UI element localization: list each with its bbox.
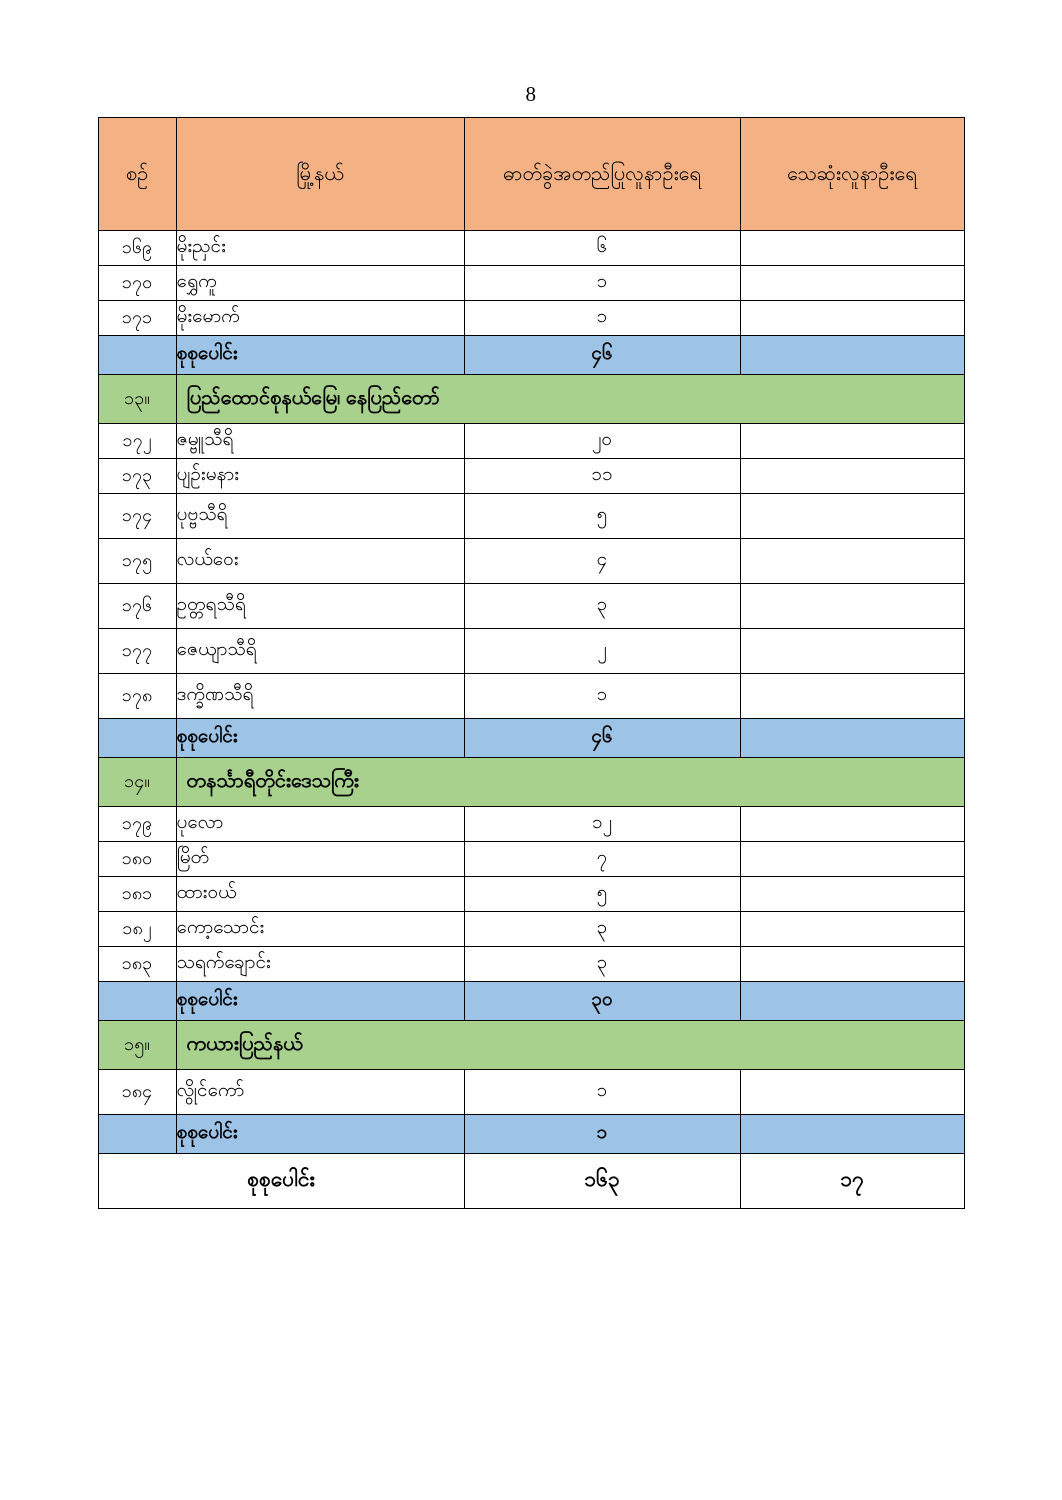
cell-serial-number: ၁၇၅ — [98, 539, 176, 584]
cell-death-count — [740, 1070, 964, 1115]
cell-death-count — [740, 912, 964, 947]
cell-death-count — [740, 231, 964, 266]
cell-serial-number — [98, 982, 176, 1021]
cell-township-name: ပျဉ်းမနား — [176, 459, 464, 494]
column-header-township: မြို့နယ် — [176, 118, 464, 231]
cell-township-name: မိုးမောက် — [176, 301, 464, 336]
cell-subtotal-confirmed: ၄၆ — [464, 336, 740, 375]
cell-serial-number: ၁၇၃ — [98, 459, 176, 494]
cell-region-name: ကယားပြည်နယ် — [176, 1021, 964, 1070]
cell-township-name: ဇေယျာသီရိ — [176, 629, 464, 674]
cell-serial-number: ၁၇၀ — [98, 266, 176, 301]
table-header-row — [98, 118, 964, 231]
cell-death-count — [740, 424, 964, 459]
cell-township-name: ဇမ္ဗူသီရိ — [176, 424, 464, 459]
table-row-region-header — [98, 758, 964, 807]
table-row — [98, 494, 964, 539]
cell-region-number: ၁၃။ — [98, 375, 176, 424]
cell-serial-number: ၁၈၃ — [98, 947, 176, 982]
table-row-subtotal — [98, 982, 964, 1021]
cell-death-count — [740, 494, 964, 539]
cell-confirmed-count: ၁ — [464, 301, 740, 336]
cell-confirmed-count: ၆ — [464, 231, 740, 266]
cell-subtotal-deaths — [740, 719, 964, 758]
cell-grand-total-confirmed: ၁၆၃ — [464, 1154, 740, 1209]
cell-township-name: မြိတ် — [176, 842, 464, 877]
table-row — [98, 459, 964, 494]
cell-serial-number: ၁၇၇ — [98, 629, 176, 674]
cell-confirmed-count: ၅ — [464, 494, 740, 539]
table-row — [98, 301, 964, 336]
cell-confirmed-count: ၁၁ — [464, 459, 740, 494]
cell-serial-number: ၁၇၁ — [98, 301, 176, 336]
cell-subtotal-label: စုစုပေါင်း — [176, 336, 464, 375]
table-row-region-header — [98, 375, 964, 424]
cell-subtotal-confirmed: ၄၆ — [464, 719, 740, 758]
cell-confirmed-count: ၁ — [464, 674, 740, 719]
cell-subtotal-confirmed: ၁ — [464, 1115, 740, 1154]
cell-serial-number — [98, 336, 176, 375]
cell-township-name: ရွှေကူ — [176, 266, 464, 301]
cell-serial-number: ၁၈၄ — [98, 1070, 176, 1115]
cell-confirmed-count: ၁၂ — [464, 807, 740, 842]
cell-township-name: ပုဗ္ဗသီရိ — [176, 494, 464, 539]
cell-subtotal-label: စုစုပေါင်း — [176, 1115, 464, 1154]
cell-subtotal-deaths — [740, 336, 964, 375]
table-row — [98, 539, 964, 584]
cell-confirmed-count: ၃ — [464, 912, 740, 947]
cell-serial-number: ၁၇၈ — [98, 674, 176, 719]
covid-township-table — [98, 117, 965, 1209]
cell-serial-number: ၁၇၄ — [98, 494, 176, 539]
cell-grand-total-label: စုစုပေါင်း — [98, 1154, 464, 1209]
cell-township-name: ဥတ္တရသီရိ — [176, 584, 464, 629]
cell-death-count — [740, 539, 964, 584]
cell-confirmed-count: ၅ — [464, 877, 740, 912]
table-row — [98, 231, 964, 266]
column-header-no: စဉ် — [98, 118, 176, 231]
cell-subtotal-label: စုစုပေါင်း — [176, 719, 464, 758]
table-row-subtotal — [98, 1115, 964, 1154]
cell-serial-number — [98, 719, 176, 758]
cell-subtotal-deaths — [740, 1115, 964, 1154]
table-row-subtotal — [98, 719, 964, 758]
table-row — [98, 584, 964, 629]
cell-serial-number — [98, 1115, 176, 1154]
table-row-grand-total — [98, 1154, 964, 1209]
table-row — [98, 674, 964, 719]
cell-confirmed-count: ၁ — [464, 1070, 740, 1115]
cell-serial-number: ၁၇၉ — [98, 807, 176, 842]
cell-serial-number: ၁၈၁ — [98, 877, 176, 912]
cell-death-count — [740, 877, 964, 912]
cell-death-count — [740, 947, 964, 982]
cell-serial-number: ၁၈၂ — [98, 912, 176, 947]
cell-region-number: ၁၄။ — [98, 758, 176, 807]
table-row — [98, 424, 964, 459]
table-row — [98, 877, 964, 912]
cell-region-number: ၁၅။ — [98, 1021, 176, 1070]
cell-subtotal-label: စုစုပေါင်း — [176, 982, 464, 1021]
cell-township-name: လွိုင်ကော် — [176, 1070, 464, 1115]
table-row — [98, 266, 964, 301]
page-number: 8 — [525, 82, 537, 106]
cell-serial-number: ၁၇၂ — [98, 424, 176, 459]
cell-serial-number: ၁၇၆ — [98, 584, 176, 629]
cell-death-count — [740, 584, 964, 629]
table-row — [98, 912, 964, 947]
table-row — [98, 947, 964, 982]
column-header-confirmed: ဓာတ်ခွဲအတည်ပြုလူနာဦးရေ — [464, 118, 740, 231]
column-header-deaths: သေဆုံးလူနာဦးရေ — [740, 118, 964, 231]
cell-confirmed-count: ၇ — [464, 842, 740, 877]
cell-death-count — [740, 674, 964, 719]
cell-township-name: ထားဝယ် — [176, 877, 464, 912]
cell-township-name: သရက်ချောင်း — [176, 947, 464, 982]
cell-death-count — [740, 629, 964, 674]
cell-serial-number: ၁၈၀ — [98, 842, 176, 877]
table-row — [98, 807, 964, 842]
cell-region-name: ပြည်ထောင်စုနယ်မြေ၊ နေပြည်တော် — [176, 375, 964, 424]
table-body — [98, 231, 964, 1209]
cell-death-count — [740, 842, 964, 877]
cell-confirmed-count: ၂၀ — [464, 424, 740, 459]
cell-grand-total-deaths: ၁၇ — [740, 1154, 964, 1209]
cell-region-name: တနင်္သာရီတိုင်းဒေသကြီး — [176, 758, 964, 807]
table-row — [98, 629, 964, 674]
cell-township-name: ပုလော — [176, 807, 464, 842]
cell-confirmed-count: ၃ — [464, 584, 740, 629]
cell-death-count — [740, 459, 964, 494]
cell-subtotal-confirmed: ၃၀ — [464, 982, 740, 1021]
cell-confirmed-count: ၄ — [464, 539, 740, 584]
table-row-subtotal — [98, 336, 964, 375]
cell-confirmed-count: ၂ — [464, 629, 740, 674]
table-row-region-header — [98, 1021, 964, 1070]
cell-death-count — [740, 807, 964, 842]
cell-serial-number: ၁၆၉ — [98, 231, 176, 266]
cell-township-name: မိုးညှင်း — [176, 231, 464, 266]
table-header — [98, 118, 964, 231]
cell-death-count — [740, 266, 964, 301]
cell-confirmed-count: ၃ — [464, 947, 740, 982]
cell-subtotal-deaths — [740, 982, 964, 1021]
cell-death-count — [740, 301, 964, 336]
table-row — [98, 842, 964, 877]
table-row — [98, 1070, 964, 1115]
cell-confirmed-count: ၁ — [464, 266, 740, 301]
cell-township-name: လယ်ဝေး — [176, 539, 464, 584]
cell-township-name: ကော့သောင်း — [176, 912, 464, 947]
cell-township-name: ဒက္ခိဏသီရိ — [176, 674, 464, 719]
